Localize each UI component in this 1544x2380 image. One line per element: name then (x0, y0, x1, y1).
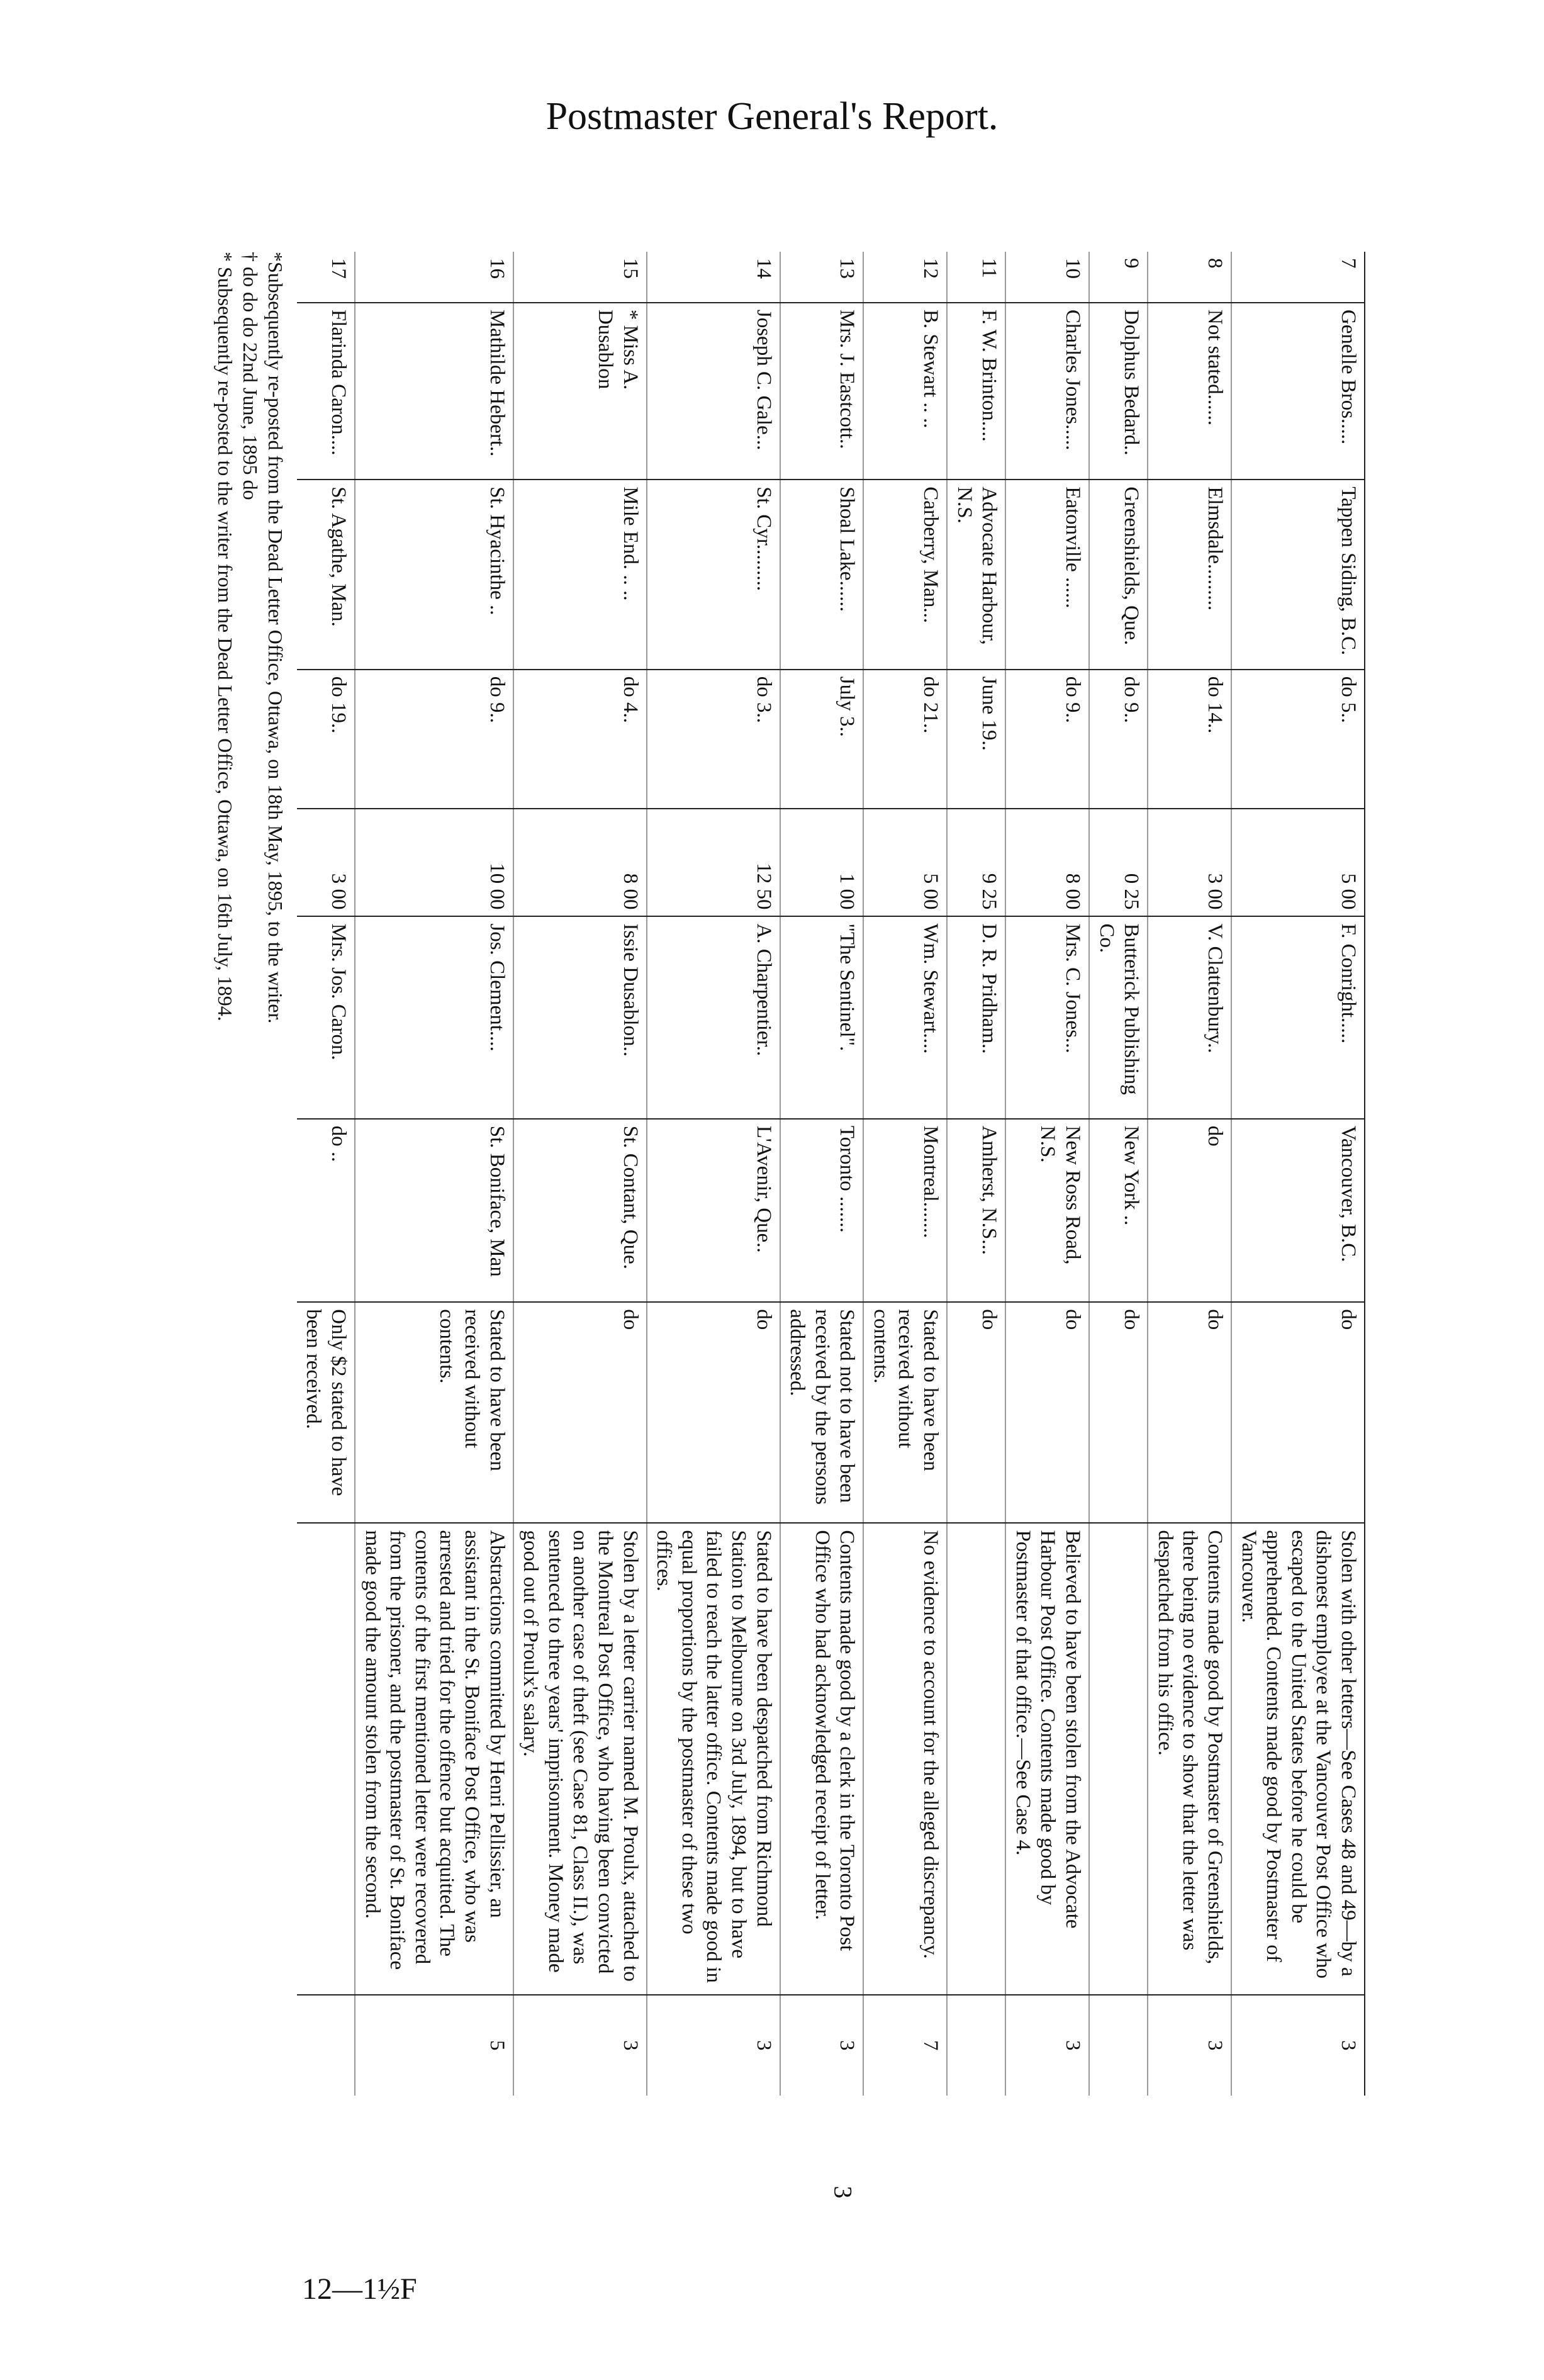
page-title: Postmaster General's Report. (545, 95, 999, 138)
case-number-cell: 15 (513, 252, 647, 303)
addressee-name-cell: B. Stewart .. .. (863, 303, 947, 480)
posting-date-cell: do 3.. (647, 670, 780, 809)
amount-cell: 8 00 (513, 809, 647, 916)
table-row (1005, 252, 1089, 2096)
case-number-cell: 8 (1148, 252, 1231, 303)
case-number-cell: 11 (947, 252, 1005, 303)
case-number-cell: 7 (1231, 252, 1365, 303)
footnote: † do do do 22nd June, 1895 do (238, 252, 262, 500)
table-row (355, 252, 513, 2096)
case-number-cell: 17 (297, 252, 355, 303)
observations-cell (1089, 1523, 1148, 1994)
addressed-office-cell: St. Agathe, Man. (297, 480, 355, 670)
observations-cell: No evidence to account for the alleged discrepancy. (863, 1523, 947, 1994)
posting-date-cell: do 21.. (863, 670, 947, 809)
posting-date-cell: do 9.. (1005, 670, 1089, 809)
addressed-office-cell: Greenshields, Que. (1089, 480, 1148, 670)
remitter-name-cell: Mrs. Jos. Caron. (297, 916, 355, 1118)
addressee-name-cell: Mathilde Hebert.. (355, 303, 513, 480)
table-row (1148, 252, 1231, 2096)
returns-table (297, 252, 1365, 2096)
disposition-cell: do (1148, 1302, 1231, 1523)
remitter-office-cell: do .. (297, 1119, 355, 1303)
result-code-cell: 5 (355, 1995, 513, 2096)
remitter-name-cell: Wm. Stewart.... (863, 916, 947, 1118)
observations-cell (297, 1523, 355, 1994)
case-number-cell: 9 (1089, 252, 1148, 303)
remitter-office-cell: St. Contant, Que. (513, 1119, 647, 1303)
disposition-cell: do (513, 1302, 647, 1523)
disposition-cell: do (647, 1302, 780, 1523)
returns-table-rotated (189, 252, 1365, 2096)
addressee-name-cell: F. W. Brinton.... (947, 303, 1005, 480)
addressee-name-cell: Flarinda Caron.... (297, 303, 355, 480)
remitter-office-cell: St. Boniface, Man (355, 1119, 513, 1303)
disposition-cell: do (1089, 1302, 1148, 1523)
observations-cell: Stolen by a letter carrier named M. Proulx, attached to the Montreal Post Office, who having been convicted on another case of theft (see Case 81, Class II.), was sentenced to three years' imprisonment. Money made good out of Proulx's salary. (513, 1523, 647, 1994)
addressee-name-cell: Joseph C. Gale... (647, 303, 780, 480)
result-code-cell: 3 (780, 1995, 864, 2096)
result-code-cell (947, 1995, 1005, 2096)
remitter-name-cell: A. Charpentier.. (647, 916, 780, 1118)
addressed-office-cell: St. Hyacinthe .. (355, 480, 513, 670)
posting-date-cell: do 5.. (1231, 670, 1365, 809)
amount-cell: 0 25 (1089, 809, 1148, 916)
addressed-office-cell: Carberry, Man... (863, 480, 947, 670)
signature-mark: 12—1½F (302, 2272, 417, 2306)
posting-date-cell: do 9.. (1089, 670, 1148, 809)
disposition-cell: do (1005, 1302, 1089, 1523)
remitter-name-cell: Mrs. C. Jones... (1005, 916, 1089, 1118)
case-number-cell: 14 (647, 252, 780, 303)
table-row (647, 252, 780, 2096)
remitter-office-cell: L'Avenir, Que.. (647, 1119, 780, 1303)
table-row (863, 252, 947, 2096)
table-row (780, 252, 864, 2096)
posting-date-cell: do 9.. (355, 670, 513, 809)
addressed-office-cell: Mile End. .. .. (513, 480, 647, 670)
table-row (1089, 252, 1148, 2096)
amount-cell: 9 25 (947, 809, 1005, 916)
addressee-name-cell: Not stated...... (1148, 303, 1231, 480)
posting-date-cell: do 14.. (1148, 670, 1231, 809)
footnote: *Subsequently re-posted from the Dead Letter Office, Ottawa, on 18th May, 1895, to the writer. (264, 252, 287, 1024)
addressee-name-cell: Charles Jones..... (1005, 303, 1089, 480)
amount-cell: 12 50 (647, 809, 780, 916)
disposition-cell: Stated to have been received without contents. (355, 1302, 513, 1523)
table-row (297, 252, 355, 2096)
amount-cell: 3 00 (297, 809, 355, 916)
observations-cell: Abstractions committed by Henri Pellissier, an assistant in the St. Boniface Post Office, who was arrested and tried for the offence but acquitted. The contents of the first mentioned letter were recovered from the prisoner, and the postmaster of St. Boniface made good the amount stolen from the second. (355, 1523, 513, 1994)
result-code-cell (297, 1995, 355, 2096)
remitter-office-cell: do (1148, 1119, 1231, 1303)
observations-cell (947, 1523, 1005, 1994)
addressed-office-cell: St. Cyr......... (647, 480, 780, 670)
remitter-office-cell: Amherst, N.S... (947, 1119, 1005, 1303)
remitter-office-cell: Vancouver, B.C. (1231, 1119, 1365, 1303)
footnotes (213, 252, 288, 2096)
addressed-office-cell: Tappen Siding, B.C. (1231, 480, 1365, 670)
addressed-office-cell: Advocate Harbour, N.S. (947, 480, 1005, 670)
result-code-cell: 3 (1005, 1995, 1089, 2096)
page-number: 3 (829, 2186, 858, 2199)
disposition-cell: Stated to have been received without contents. (863, 1302, 947, 1523)
remitter-name-cell: V. Clattenbury.. (1148, 916, 1231, 1118)
result-code-cell: 3 (1148, 1995, 1231, 2096)
posting-date-cell: do 4.. (513, 670, 647, 809)
observations-cell: Contents made good by Postmaster of Greenshields, there being no evidence to show that the letter was despatched from his office. (1148, 1523, 1231, 1994)
posting-date-cell: do 19.. (297, 670, 355, 809)
amount-cell: 5 00 (863, 809, 947, 916)
case-number-cell: 12 (863, 252, 947, 303)
table-row (947, 252, 1005, 2096)
disposition-cell: Stated not to have been received by the persons addressed. (780, 1302, 864, 1523)
case-number-cell: 16 (355, 252, 513, 303)
footnote: * Subsequently re-posted to the writer from the Dead Letter Office, Ottawa, on 16th July, 1894. (213, 252, 237, 1021)
case-number-cell: 10 (1005, 252, 1089, 303)
remitter-office-cell: New Ross Road, N.S. (1005, 1119, 1089, 1303)
observations-cell: Stolen with other letters—See Cases 48 and 49—by a dishonest employee at the Vancouver Post Office who escaped to the United States before he could be apprehended. Contents made good by Postmaster of Vancouver. (1231, 1523, 1365, 1994)
amount-cell: 8 00 (1005, 809, 1089, 916)
amount-cell: 1 00 (780, 809, 864, 916)
amount-cell: 3 00 (1148, 809, 1231, 916)
result-code-cell: 3 (647, 1995, 780, 2096)
remitter-office-cell: New York .. (1089, 1119, 1148, 1303)
observations-cell: Contents made good by a clerk in the Toronto Post Office who had acknowledged receipt of letter. (780, 1523, 864, 1994)
remitter-name-cell: F. Conright..... (1231, 916, 1365, 1118)
result-code-cell: 3 (513, 1995, 647, 2096)
remitter-name-cell: Jos. Clement.... (355, 916, 513, 1118)
amount-cell: 5 00 (1231, 809, 1365, 916)
remitter-name-cell: D. R. Pridham.. (947, 916, 1005, 1118)
remitter-name-cell: "The Sentinel". (780, 916, 864, 1118)
result-code-cell: 3 (1231, 1995, 1365, 2096)
amount-cell: 10 00 (355, 809, 513, 916)
addressee-name-cell: Dolphus Bedard.. (1089, 303, 1148, 480)
table-body (297, 252, 1365, 2096)
posting-date-cell: July 3.. (780, 670, 864, 809)
remitter-name-cell: Issie Dusablon.. (513, 916, 647, 1118)
observations-cell: Stated to have been despatched from Richmond Station to Melbourne on 3rd July, 1894, but to have failed to reach the latter office. Contents made good in equal proportions by the postmaster of these two offices. (647, 1523, 780, 1994)
disposition-cell: do (1231, 1302, 1365, 1523)
remitter-office-cell: Toronto ....... (780, 1119, 864, 1303)
addressee-name-cell: Genelle Bros..... (1231, 303, 1365, 480)
addressed-office-cell: Eatonville ...... (1005, 480, 1089, 670)
result-code-cell: 7 (863, 1995, 947, 2096)
table-row (513, 252, 647, 2096)
addressee-name-cell: Mrs. J. Eastcott.. (780, 303, 864, 480)
table-row (1231, 252, 1365, 2096)
posting-date-cell: June 19.. (947, 670, 1005, 809)
addressee-name-cell: * Miss A. Dusablon (513, 303, 647, 480)
addressed-office-cell: Shoal Lake...... (780, 480, 864, 670)
case-number-cell: 13 (780, 252, 864, 303)
remitter-name-cell: Butterick Publishing Co. (1089, 916, 1148, 1118)
disposition-cell: do (947, 1302, 1005, 1523)
disposition-cell: Only $2 stated to have been received. (297, 1302, 355, 1523)
remitter-office-cell: Montreal....... (863, 1119, 947, 1303)
addressed-office-cell: Elmsdale......... (1148, 480, 1231, 670)
observations-cell: Believed to have been stolen from the Advocate Harbour Post Office. Contents made good by Postmaster of that office.—See Case 4. (1005, 1523, 1089, 1994)
result-code-cell (1089, 1995, 1148, 2096)
